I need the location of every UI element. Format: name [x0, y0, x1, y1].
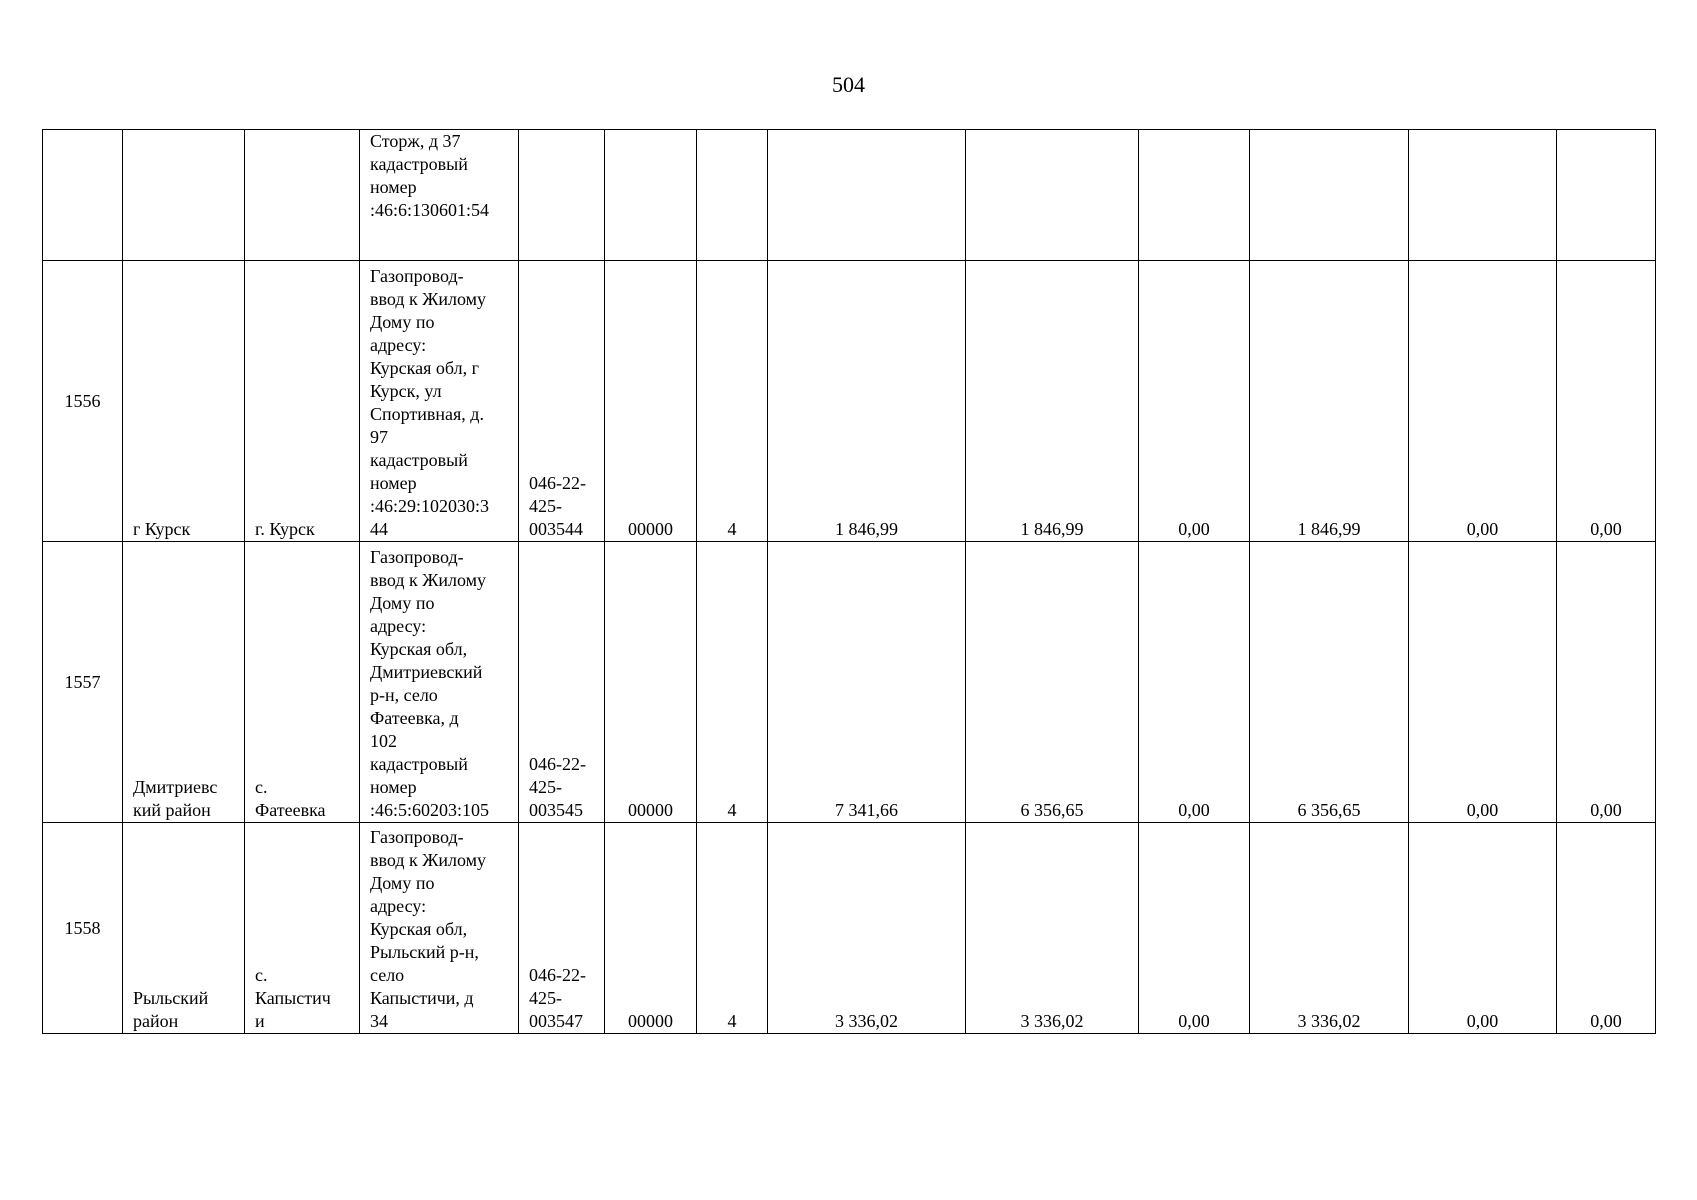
- value-cell: 0,00: [1557, 261, 1656, 542]
- locality-cell: г. Курск: [245, 261, 360, 542]
- locality-cell: с. Фатеевка: [245, 542, 360, 823]
- table-row: [43, 130, 1656, 261]
- value-cell: 0,00: [1409, 542, 1557, 823]
- value-cell: 6 356,65: [1250, 542, 1409, 823]
- value-cell: [1409, 130, 1557, 261]
- code-cell: 00000: [605, 261, 697, 542]
- group-cell: 4: [697, 823, 768, 1034]
- object-description-cell: Газопровод- ввод к Жилому Дому по адресу: Курская обл, г Курск, ул Спортивная, д. 97 кадастровый номер :46:29:102030:3 44: [360, 261, 519, 542]
- district-cell: Рыльский район: [123, 823, 245, 1034]
- group-cell: [697, 130, 768, 261]
- value-cell: 0,00: [1409, 823, 1557, 1034]
- value-cell: 0,00: [1139, 542, 1250, 823]
- object-description-cell: Газопровод- ввод к Жилому Дому по адресу: Курская обл, Рыльский р-н, село Капыстичи, д 34: [360, 823, 519, 1034]
- value-cell: 1 846,99: [768, 261, 966, 542]
- value-cell: 6 356,65: [966, 542, 1139, 823]
- row-number-cell: [43, 130, 123, 261]
- district-cell: [123, 130, 245, 261]
- inventory-number-cell: 046-22- 425- 003545: [519, 542, 605, 823]
- inventory-number-cell: 046-22- 425- 003544: [519, 261, 605, 542]
- code-cell: 00000: [605, 823, 697, 1034]
- value-cell: 3 336,02: [1250, 823, 1409, 1034]
- value-cell: [768, 130, 966, 261]
- district-cell: г Курск: [123, 261, 245, 542]
- table-row: [43, 823, 1656, 1034]
- value-cell: [1250, 130, 1409, 261]
- row-number-cell: 1558: [43, 823, 123, 1034]
- object-description-cell: Сторж, д 37 кадастровый номер :46:6:130601:54: [360, 130, 519, 261]
- value-cell: 7 341,66: [768, 542, 966, 823]
- group-cell: 4: [697, 261, 768, 542]
- value-cell: [1139, 130, 1250, 261]
- group-cell: 4: [697, 542, 768, 823]
- value-cell: 0,00: [1139, 261, 1250, 542]
- locality-cell: с. Капыстич и: [245, 823, 360, 1034]
- value-cell: [966, 130, 1139, 261]
- table-row: [43, 261, 1656, 542]
- row-number-cell: 1556: [43, 261, 123, 542]
- value-cell: 0,00: [1557, 823, 1656, 1034]
- value-cell: 0,00: [1409, 261, 1557, 542]
- district-cell: Дмитриевс кий район: [123, 542, 245, 823]
- locality-cell: [245, 130, 360, 261]
- value-cell: 3 336,02: [966, 823, 1139, 1034]
- row-number-cell: 1557: [43, 542, 123, 823]
- table-row: [43, 542, 1656, 823]
- code-cell: [605, 130, 697, 261]
- page-number: 504: [832, 72, 865, 97]
- inventory-number-cell: 046-22- 425- 003547: [519, 823, 605, 1034]
- value-cell: 3 336,02: [768, 823, 966, 1034]
- value-cell: 1 846,99: [1250, 261, 1409, 542]
- value-cell: 0,00: [1139, 823, 1250, 1034]
- code-cell: 00000: [605, 542, 697, 823]
- value-cell: 0,00: [1557, 542, 1656, 823]
- value-cell: 1 846,99: [966, 261, 1139, 542]
- object-description-cell: Газопровод- ввод к Жилому Дому по адресу: Курская обл, Дмитриевский р-н, село Фатеевка, д 102 кадастровый номер :46:5:60203:105: [360, 542, 519, 823]
- inventory-number-cell: [519, 130, 605, 261]
- registry-table: [42, 129, 1656, 1034]
- value-cell: [1557, 130, 1656, 261]
